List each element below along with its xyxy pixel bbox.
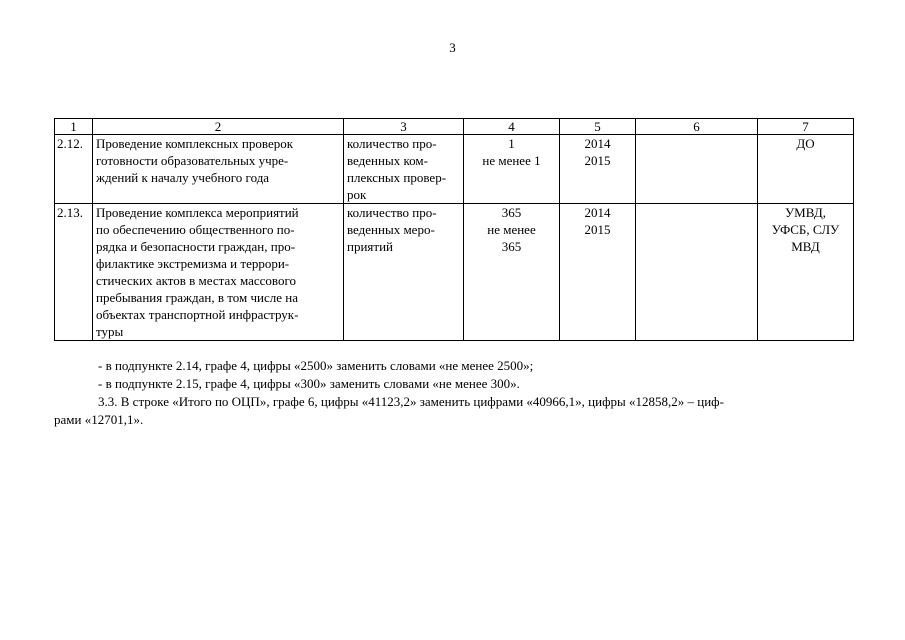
cell-line: филактике экстремизма и террори- [96,256,290,271]
cell-line: пребывания граждан, в том числе на [96,290,299,305]
activity-cell [93,135,344,204]
cell-line: 2015 [584,222,611,237]
table-row [55,135,854,204]
cell-line: УФСБ, СЛУ [771,222,840,237]
header-cell-5: 5 [560,119,636,135]
indicator-cell [344,204,464,341]
cell-line: количество про- [347,136,437,151]
executor-cell [758,135,854,204]
cell-line: рядка и безопасности граждан, про- [96,239,296,254]
cell-line: туры [96,324,124,339]
table-header-row [55,119,854,135]
page-number: 3 [449,40,456,55]
cell-line: не менее [487,222,536,237]
cell-line: Проведение комплекса мероприятий [96,205,299,220]
cell-line: рок [347,187,367,202]
cell-line: веденных меро- [347,222,435,237]
cell-line: 365 [501,205,522,220]
column-6-cell [636,204,758,341]
cell-line: Проведение комплексных проверок [96,136,294,151]
cell-line: УМВД, [784,205,827,220]
table-row [55,204,854,341]
header-cell-7: 7 [758,119,854,135]
header-cell-3: 3 [344,119,464,135]
cell-line: количество про- [347,205,437,220]
amendment-text [54,357,854,429]
cell-line: по обеспечению общественного по- [96,222,295,237]
paragraph-3-3-continued: рами «12701,1». [54,412,144,427]
cell-line: объектах транспортной инфраструк- [96,307,299,322]
cell-line: 2015 [584,153,611,168]
years-cell [560,135,636,204]
value-cell [464,204,560,341]
cell-line: 2014 [584,136,611,151]
indicator-cell [344,135,464,204]
cell-line: 1 [508,136,515,151]
cell-line: плексных провер- [347,170,447,185]
row-number: 2.13. [55,204,93,341]
cell-line: ждений к началу учебного года [96,170,270,185]
header-cell-6: 6 [636,119,758,135]
cell-line: ДО [796,136,815,151]
amendment-table [54,118,854,341]
row-number: 2.12. [55,135,93,204]
years-cell [560,204,636,341]
cell-line: готовности образовательных учре- [96,153,289,168]
paragraph-2-15: - в подпункте 2.15, графе 4, цифры «300» заменить словами «не менее 300». [98,376,520,391]
paragraph-2-14: - в подпункте 2.14, графе 4, цифры «2500» заменить словами «не менее 2500»; [98,358,534,373]
header-cell-1: 1 [55,119,93,135]
cell-line: не менее 1 [482,153,541,168]
header-cell-2: 2 [93,119,344,135]
activity-cell [93,204,344,341]
cell-line: 2014 [584,205,611,220]
column-6-cell [636,135,758,204]
cell-line: веденных ком- [347,153,428,168]
header-cell-4: 4 [464,119,560,135]
executor-cell [758,204,854,341]
value-cell [464,135,560,204]
paragraph-3-3: 3.3. В строке «Итого по ОЦП», графе 6, цифры «41123,2» заменить цифрами «40966,1», цифры «12858,2» – циф- [98,394,724,409]
cell-line: МВД [791,239,820,254]
cell-line: 365 [501,239,522,254]
cell-line: стических актов в местах массового [96,273,296,288]
cell-line: приятий [347,239,393,254]
